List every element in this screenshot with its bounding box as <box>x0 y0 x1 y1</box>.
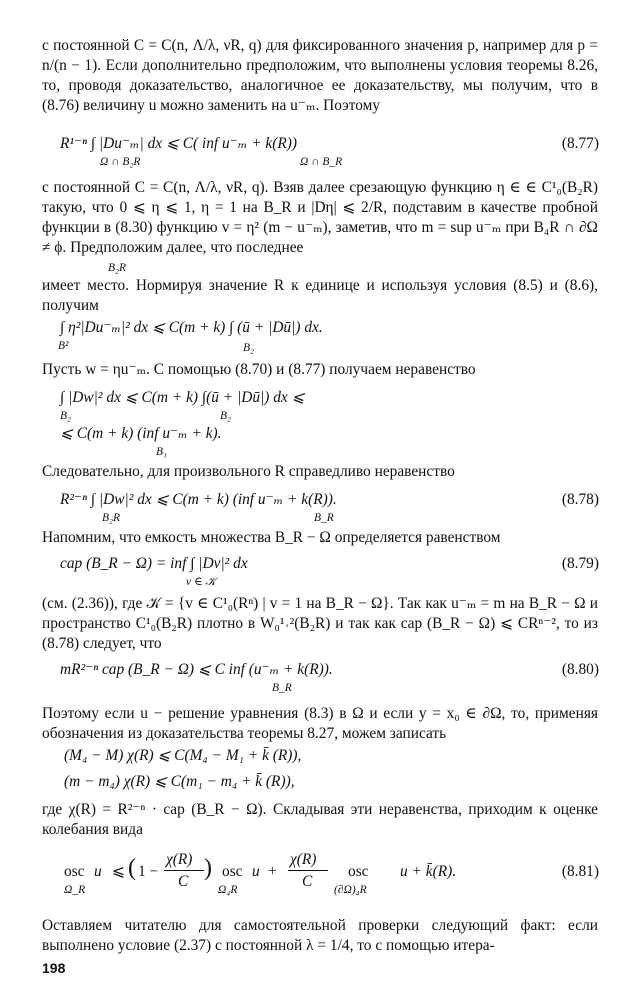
paragraph-7: (см. (2.36)), где 𝒦 = {v ∈ C¹₀(Rⁿ) | v = 1 на B_R − Ω}. Так как u⁻ₘ = m на B_R − Ω и пространство C¹₀(B₂R) плотно в W₀¹˒²(B₂R) и так как cap (B_R − Ω) ⩽ CRⁿ⁻², то из (8.78) следует, что <box>42 595 598 652</box>
paragraph-3: имеет место. Нормируя значение R к единице и используя условия (8.5) и (8.6), получим <box>42 277 598 314</box>
equation-8-81-u-1: u <box>94 863 102 880</box>
equation-8-81-sub-2: Ω₄R <box>218 884 238 896</box>
paragraph-10: Оставляем читателю для самостоятельной проверки следующий факт: если выполнено условие (2.37) с постоянной λ = 1/4, то с помощью итера- <box>42 917 598 954</box>
equation-8-80-number: (8.80) <box>561 661 599 678</box>
paragraph-5: Следовательно, для произвольного R справедливо неравенство <box>42 463 455 480</box>
equation-8-81-rparen: ) <box>204 855 212 881</box>
equation-b-line-1: ∫ |Dw|² dx ⩽ C(m + k) ∫(ū + |Dū|) dx ⩽ <box>60 389 305 406</box>
paragraph-8: Поэтому если u − решение уравнения (8.3) в Ω и если y = x₀ ∈ ∂Ω, то, применяя обозначения из доказательства теоремы 8.27, можем записать <box>42 705 598 742</box>
equation-8-79-sub: v ∈ 𝒦 <box>186 576 217 588</box>
equation-8-78-sub-1: B₂R <box>102 512 121 524</box>
equation-8-81-osc-2: osc <box>222 863 243 880</box>
equation-8-77-number: (8.77) <box>561 135 599 152</box>
equation-a-sub-1: B² <box>58 340 69 352</box>
paragraph-2: с постоянной C = C(n, Λ/λ, νR, q). Взяв далее срезающую функцию η ∈ ∈ C¹₀(B₂R) такую, что 0 ⩽ η ⩽ 1, η = 1 на B_R и |Dη| ⩽ 2/R, подставим в качестве пробной функции в (8.30) функцию v = η² (m − u⁻ₘ), заметив, что m = sup u⁻ₘ при B₄R ∩ ∂Ω ≠ ϕ. Предположим далее, что последнее <box>42 179 598 256</box>
paragraph-2-sup-subscript: B₂R <box>108 262 127 274</box>
equation-8-81-osc-1: osc <box>64 863 85 880</box>
equation-8-81-frac-2-num: χ(R) <box>290 851 317 868</box>
equation-8-81-frac-1-den: C <box>178 873 189 890</box>
equation-8-81-frac-2-bar <box>288 870 328 871</box>
equation-8-81-sub-3: (∂Ω)₄R <box>334 884 367 896</box>
equation-8-78-sub-2: B_R <box>314 512 334 524</box>
equation-8-81-u-2: u <box>252 863 260 880</box>
equation-8-81-frac-1-bar <box>164 870 204 871</box>
equation-8-81-leq: ⩽ <box>112 863 125 880</box>
equation-8-77: R¹⁻ⁿ ∫ |Du⁻ₘ| dx ⩽ C( inf u⁻ₘ + k(R)) <box>60 135 297 152</box>
equation-a-sub-2: B₂ <box>243 342 255 354</box>
equation-8-80: mR²⁻ⁿ cap (B_R − Ω) ⩽ C inf (u⁻ₘ + k(R)). <box>60 661 333 678</box>
equation-8-80-sub: B_R <box>272 682 292 694</box>
equation-8-77-sub-2: Ω ∩ B_R <box>300 156 343 168</box>
page-number: 198 <box>42 960 66 976</box>
equation-8-81-frac-1-num: χ(R) <box>166 851 193 868</box>
equation-b-line-1-sub-1: B₂ <box>60 410 72 422</box>
equation-8-79: cap (B_R − Ω) = inf ∫ |Dv|² dx <box>60 555 248 572</box>
equation-8-81-number: (8.81) <box>561 863 599 880</box>
equation-c-line-1: (M₄ − M) χ(R) ⩽ C(M₄ − M₁ + k̄ (R)), <box>64 747 302 764</box>
equation-8-78-number: (8.78) <box>561 491 599 508</box>
equation-8-78: R²⁻ⁿ ∫ |Dw|² dx ⩽ C(m + k) (inf u⁻ₘ + k(R)). <box>60 491 337 508</box>
equation-8-81-frac-2-den: C <box>302 873 313 890</box>
equation-a: ∫ η²|Du⁻ₘ|² dx ⩽ C(m + k) ∫ (ū + |Dū|) dx. <box>60 319 323 336</box>
paragraph-9: где χ(R) = R²⁻ⁿ · cap (B_R − Ω). Складывая эти неравенства, приходим к оценке колебания вида <box>42 801 598 838</box>
equation-8-79-number: (8.79) <box>561 555 599 572</box>
equation-8-81-one-minus: 1 − <box>138 863 159 880</box>
equation-8-81-lparen: ( <box>128 855 136 881</box>
equation-8-81-plus: + <box>268 863 277 880</box>
equation-b-line-2: ⩽ C(m + k) (inf u⁻ₘ + k). <box>60 425 222 442</box>
equation-b-line-2-sub: B₁ <box>156 446 168 458</box>
equation-b-line-1-sub-2: B₂ <box>220 410 232 422</box>
paragraph-4: Пусть w = ηu⁻ₘ. С помощью (8.70) и (8.77) получаем неравенство <box>42 361 476 378</box>
paragraph-6: Напомним, что емкость множества B_R − Ω определяется равенством <box>42 529 501 546</box>
equation-8-81-sub-1: Ω_R <box>64 884 86 896</box>
equation-8-81-osc-3: osc <box>348 863 369 880</box>
equation-8-77-sub-1: Ω ∩ B₂R <box>100 156 141 168</box>
paragraph-1: с постоянной C = C(n, Λ/λ, νR, q) для фиксированного значения p, например для p = n/(n − 1). Если дополнительно предположим, что выполнены условия теоремы 8.26, то, проводя доказательство, аналогичное ее доказательству, мы получим, что в (8.76) величину u можно заменить на u⁻ₘ. Поэтому <box>42 37 598 114</box>
equation-c-line-2: (m − m₄) χ(R) ⩽ C(m₁ − m₄ + k̄ (R)), <box>64 773 295 790</box>
equation-8-81-tail: u + k̄(R). <box>400 863 457 880</box>
